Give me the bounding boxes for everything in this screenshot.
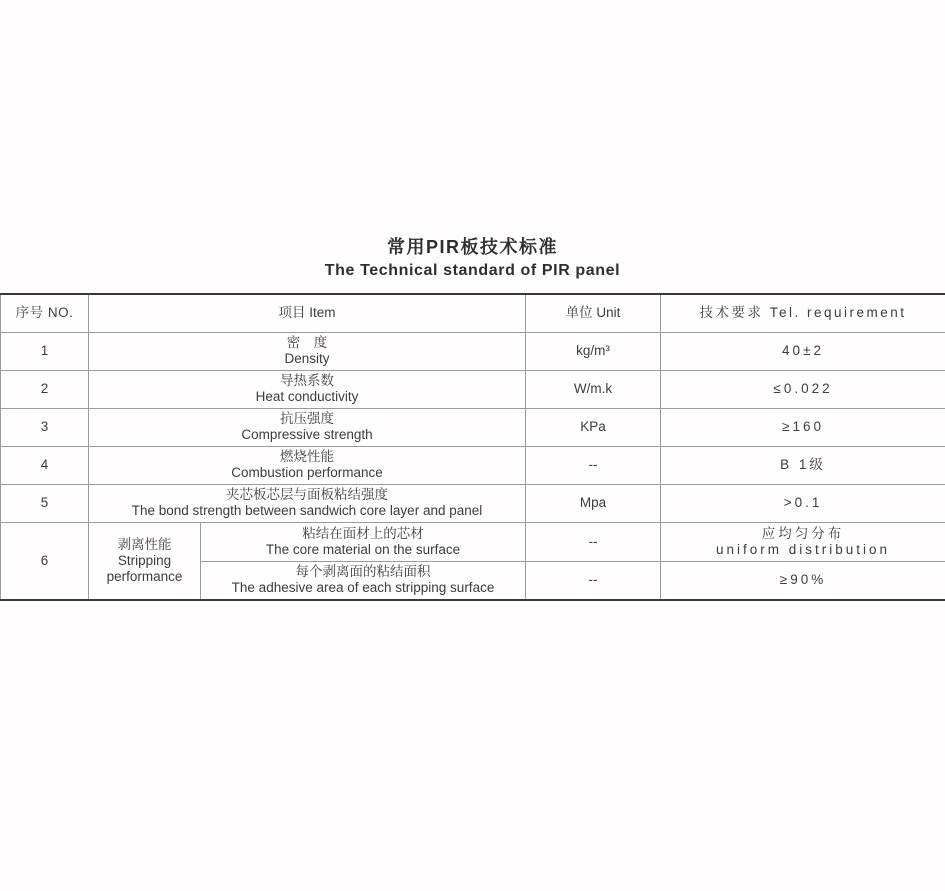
cell-requirement: ≥160 bbox=[661, 408, 945, 446]
header-no: 序号 NO. bbox=[1, 294, 89, 332]
header-item: 项目 Item bbox=[89, 294, 526, 332]
cell-no: 5 bbox=[1, 484, 89, 522]
table-row bbox=[1, 446, 945, 484]
requirement-en: uniform distribution bbox=[715, 541, 891, 557]
page-title bbox=[0, 233, 945, 280]
cell-no: 1 bbox=[1, 332, 89, 370]
cell-requirement: B 1级 bbox=[661, 446, 945, 484]
cell-no: 4 bbox=[1, 446, 89, 484]
category-en: Stripping performance bbox=[106, 552, 183, 584]
table-row bbox=[1, 408, 945, 446]
table-row bbox=[1, 370, 945, 408]
item-zh: 粘结在面材上的芯材 bbox=[302, 525, 424, 541]
cell-no: 2 bbox=[1, 370, 89, 408]
item-zh: 抗压强度 bbox=[280, 411, 334, 426]
cell-requirement: 40±2 bbox=[661, 332, 945, 370]
item-en: The adhesive area of each stripping surface bbox=[231, 580, 495, 596]
category-zh: 剥离性能 bbox=[117, 536, 172, 552]
item-zh: 夹芯板芯层与面板粘结强度 bbox=[226, 487, 388, 502]
cell-requirement bbox=[661, 522, 945, 561]
cell-requirement: >0.1 bbox=[661, 484, 945, 522]
cell-requirement: ≥90% bbox=[661, 561, 945, 600]
cell-item bbox=[89, 370, 526, 408]
cell-item bbox=[89, 484, 526, 522]
cell-unit: -- bbox=[526, 446, 661, 484]
cell-unit: W/m.k bbox=[526, 370, 661, 408]
cell-unit: -- bbox=[526, 561, 661, 600]
requirement-zh: 应均匀分布 bbox=[761, 525, 845, 541]
table-row-group bbox=[1, 522, 945, 561]
cell-subitem bbox=[201, 522, 526, 561]
cell-unit: KPa bbox=[526, 408, 661, 446]
cell-item bbox=[89, 446, 526, 484]
cell-unit: -- bbox=[526, 522, 661, 561]
cell-unit: kg/m³ bbox=[526, 332, 661, 370]
cell-no: 3 bbox=[1, 408, 89, 446]
cell-subitem bbox=[201, 561, 526, 600]
table-row bbox=[1, 332, 945, 370]
item-zh: 燃烧性能 bbox=[280, 449, 334, 464]
cell-unit: Mpa bbox=[526, 484, 661, 522]
cell-item bbox=[89, 408, 526, 446]
header-unit: 单位 Unit bbox=[526, 294, 661, 332]
cell-requirement: ≤0.022 bbox=[661, 370, 945, 408]
item-zh: 每个剥离面的粘结面积 bbox=[295, 564, 431, 580]
item-en: Heat conductivity bbox=[255, 389, 359, 404]
header-requirement: 技术要求 Tel. requirement bbox=[661, 294, 945, 332]
item-en: The bond strength between sandwich core layer and panel bbox=[131, 503, 483, 518]
pir-standard-table bbox=[0, 293, 945, 601]
item-zh: 密 度 bbox=[286, 335, 328, 350]
cell-item bbox=[89, 332, 526, 370]
item-zh: 导热系数 bbox=[280, 373, 334, 388]
page-title-zh: 常用PIR板技术标准 bbox=[386, 237, 558, 257]
cell-category bbox=[89, 522, 201, 600]
item-en: Combustion performance bbox=[231, 465, 383, 480]
item-en: Compressive strength bbox=[241, 427, 373, 442]
page-title-en: The Technical standard of PIR panel bbox=[324, 262, 621, 279]
table-header-row bbox=[1, 294, 945, 332]
item-en: The core material on the surface bbox=[265, 541, 461, 557]
cell-no: 6 bbox=[1, 522, 89, 600]
table-row bbox=[1, 484, 945, 522]
item-en: Density bbox=[284, 351, 330, 366]
